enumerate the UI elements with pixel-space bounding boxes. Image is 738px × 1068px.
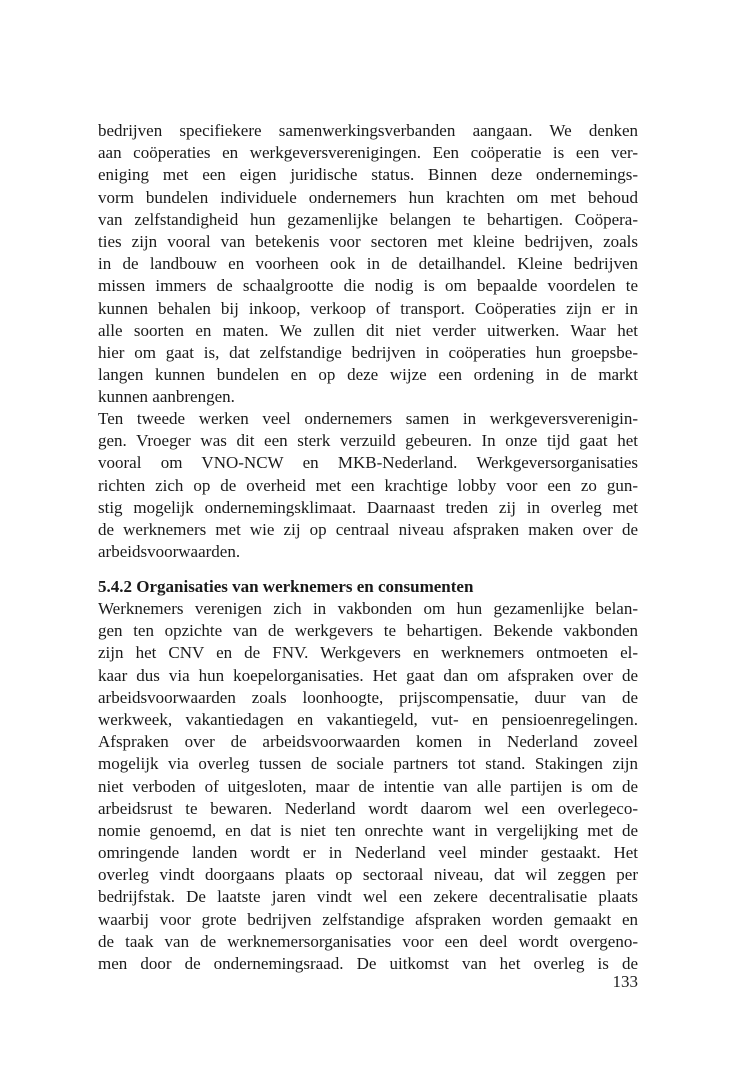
text-line: van zelfstandigheid hun gezamenlijke belangen te behartigen. Coöpera- — [98, 209, 638, 229]
text-line: arbeidsvoorwaarden zoals loonhoogte, prijscompensatie, duur van de — [98, 687, 638, 707]
text-line: arbeidsvoorwaarden. — [98, 542, 241, 562]
text-line: langen kunnen bundelen en op deze wijze een ordening in de markt — [98, 365, 638, 385]
text-line: alle soorten en maten. We zullen dit niet verder uitwerken. Waar het — [98, 320, 638, 340]
paragraph-werknemers — [98, 598, 638, 975]
section-heading: 5.4.2 Organisaties van werknemers en consumenten — [98, 577, 474, 596]
text-line: Afspraken over de arbeidsvoorwaarden komen in Nederland zoveel — [98, 732, 638, 752]
text-line: zijn het CNV en de FNV. Werkgevers en werknemers ontmoeten el- — [98, 643, 638, 663]
text-line: kunnen behalen bij inkoop, verkoop of transport. Coöperaties zijn er in — [98, 298, 638, 318]
text-line: hier om gaat is, dat zelfstandige bedrijven in coöperaties hun groepsbe- — [98, 342, 638, 362]
text-line: men door de ondernemingsraad. De uitkomst van het overleg is de — [98, 954, 638, 973]
text-line: in de landbouw en voorheen ook in de detailhandel. Kleine bedrijven — [98, 254, 638, 274]
text-line: aan coöperaties en werkgeversverenigingen. Een coöperatie is een ver- — [98, 143, 638, 163]
text-line: kunnen aanbrengen. — [98, 387, 235, 407]
text-line: overleg vindt doorgaans plaats op sectoraal niveau, dat wil zeggen per — [98, 865, 638, 885]
text-line: de taak van de werknemersorganisaties voor een deel wordt overgeno- — [98, 931, 638, 951]
text-line: stig mogelijk ondernemingsklimaat. Daarnaast treden zij in overleg met — [98, 497, 638, 517]
text-line: omringende landen wordt er in Nederland veel minder gestaakt. Het — [98, 843, 638, 863]
text-line: richten zich op de overheid met een krachtige lobby voor een zo gun- — [98, 475, 638, 495]
text-line: eniging met een eigen juridische status. Binnen deze ondernemings- — [98, 165, 638, 185]
text-line: bedrijfstak. De laatste jaren vindt wel een zekere decentralisatie plaats — [98, 887, 638, 907]
text-line: kaar dus via hun koepelorganisaties. Het gaat dan om afspraken over de — [98, 665, 638, 685]
paragraph-werkgeversverenigingen — [98, 408, 638, 563]
text-line: ties zijn vooral van betekenis voor sectoren met kleine bedrijven, zoals — [98, 231, 638, 251]
text-line: Ten tweede werken veel ondernemers samen in werkgeversverenigin- — [98, 409, 638, 428]
text-line: bedrijven specifiekere samenwerkingsverbanden aangaan. We denken — [98, 121, 638, 140]
page-number: 133 — [612, 972, 638, 991]
text-line: waarbij voor grote bedrijven zelfstandige afspraken worden gemaakt en — [98, 909, 638, 929]
text-line: vooral om VNO-NCW en MKB-Nederland. Werkgeversorganisaties — [98, 453, 638, 473]
text-line: nomie genoemd, en dat is niet ten onrechte want in vergelijking met de — [98, 820, 638, 840]
text-line: vorm bundelen individuele ondernemers hun krachten om met behoud — [98, 187, 638, 207]
text-line: Werknemers verenigen zich in vakbonden om hun gezamenlijke belan- — [98, 599, 638, 618]
text-line: mogelijk via overleg tussen de sociale partners tot stand. Stakingen zijn — [98, 754, 638, 774]
text-line: de werknemers met wie zij op centraal niveau afspraken maken over de — [98, 519, 638, 539]
paragraph-cooperaties — [98, 120, 638, 408]
text-line: gen. Vroeger was dit een sterk verzuild gebeuren. In onze tijd gaat het — [98, 431, 638, 451]
text-line: werkweek, vakantiedagen en vakantiegeld, vut- en pensioenregelingen. — [98, 709, 638, 729]
text-line: missen immers de schaalgrootte die nodig is om bepaalde voordelen te — [98, 276, 638, 296]
text-line: gen ten opzichte van de werkgevers te behartigen. Bekende vakbonden — [98, 621, 638, 641]
text-line: arbeidsrust te bewaren. Nederland wordt daarom wel een overlegeco- — [98, 798, 638, 818]
text-line: niet verboden of uitgesloten, maar de intentie van alle partijen is om de — [98, 776, 638, 796]
